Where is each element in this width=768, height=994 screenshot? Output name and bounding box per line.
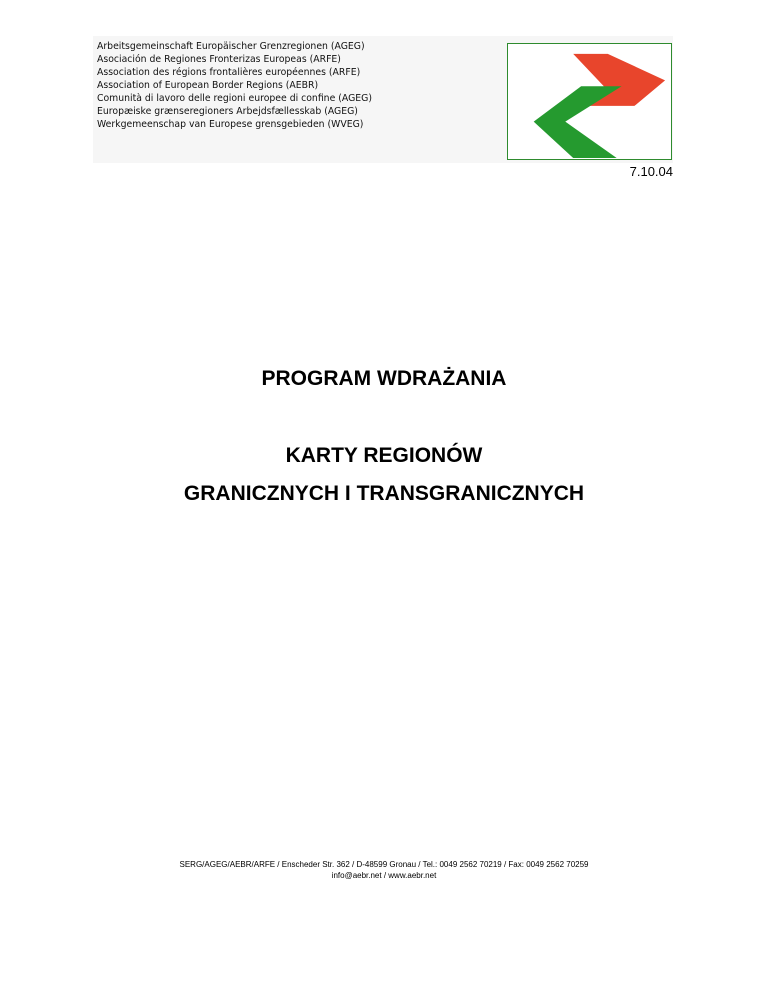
- organization-name: Association des régions frontalières européennes (ARFE): [97, 67, 361, 78]
- organization-name: Asociación de Regiones Fronterizas Europeas (ARFE): [97, 54, 341, 65]
- aebr-arrows-logo-icon: [508, 44, 671, 159]
- organization-name: Europæiske grænseregioners Arbejdsfællesskab (AGEG): [97, 106, 358, 117]
- footer-address: SERG/AGEG/AEBR/ARFE / Enscheder Str. 362 / D-48599 Gronau / Tel.: 0049 2562 70219 / Fax: 0049 2562 70259: [179, 860, 589, 869]
- organization-name: Werkgemeenschap van Europese grensgebieden (WVEG): [97, 119, 364, 130]
- organization-name: Comunità di lavoro delle regioni europee di confine (AGEG): [97, 93, 372, 104]
- document-title-line-3: GRANICZNYCH I TRANSGRANICZNYCH: [183, 482, 585, 505]
- organization-name: Association of European Border Regions (AEBR): [97, 80, 319, 91]
- document-title-line-2: KARTY REGIONÓW: [285, 444, 483, 467]
- aebr-logo: [507, 43, 672, 160]
- document-title-line-1: PROGRAM WDRAŻANIA: [261, 367, 507, 390]
- document-date: 7.10.04: [629, 164, 673, 179]
- footer-contact: info@aebr.net / www.aebr.net: [331, 871, 437, 880]
- organization-names-list: [97, 40, 372, 131]
- organization-name: Arbeitsgemeinschaft Europäischer Grenzregionen (AGEG): [97, 41, 365, 52]
